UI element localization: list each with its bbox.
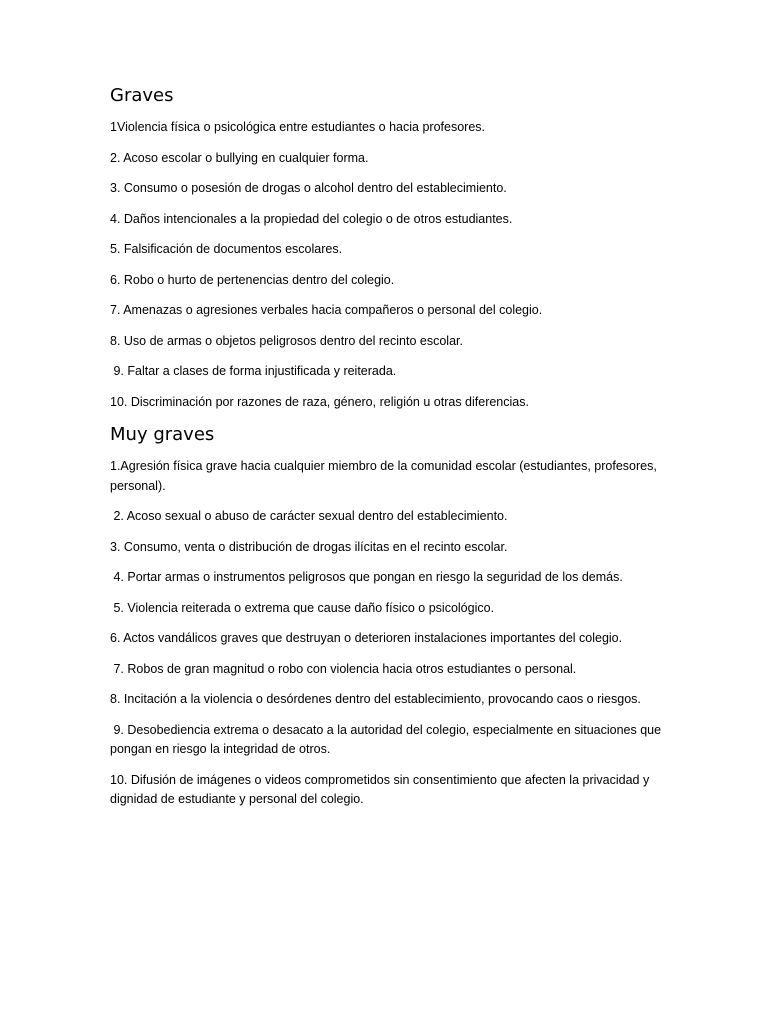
list-item: 4. Daños intencionales a la propiedad del colegio o de otros estudiantes. xyxy=(110,211,513,226)
section-graves xyxy=(110,84,670,412)
list-item: 2. Acoso sexual o abuso de carácter sexual dentro del establecimiento. xyxy=(110,509,508,523)
list-item: 4. Portar armas o instrumentos peligrosos que pongan en riesgo la seguridad de los demás. xyxy=(110,570,623,584)
list-item: 3. Consumo o posesión de drogas o alcohol dentro del establecimiento. xyxy=(110,181,507,195)
document-page xyxy=(110,84,670,821)
list-item: 5. Falsificación de documentos escolares. xyxy=(110,242,343,256)
section-muy-graves xyxy=(110,423,670,810)
list-item: 7. Robos de gran magnitud o robo con violencia hacia otros estudiantes o personal. xyxy=(110,661,577,676)
section-heading: Graves xyxy=(110,85,174,106)
list-item: 8. Incitación a la violencia o desórdenes dentro del establecimiento, provocando caos o riesgos. xyxy=(110,692,641,706)
section-heading: Muy graves xyxy=(110,424,215,445)
list-item: 2. Acoso escolar o bullying en cualquier forma. xyxy=(110,150,369,165)
list-item: 6. Robo o hurto de pertenencias dentro del colegio. xyxy=(110,272,395,287)
list-item: 1Violencia física o psicológica entre estudiantes o hacia profesores. xyxy=(110,120,485,134)
list-item: 7. Amenazas o agresiones verbales hacia compañeros o personal del colegio. xyxy=(110,303,543,317)
list-item: 8. Uso de armas o objetos peligrosos dentro del recinto escolar. xyxy=(110,333,463,348)
list-item: 9. Desobediencia extrema o desacato a la autoridad del colegio, especialmente en situaciones que pongan en riesgo la integridad de otros. xyxy=(110,722,665,756)
list-item: 10. Discriminación por razones de raza, género, religión u otras diferencias. xyxy=(110,394,529,409)
list-item: 1.Agresión física grave hacia cualquier miembro de la comunidad escolar (estudiantes, profesores, personal). xyxy=(110,459,661,493)
list-item: 10. Difusión de imágenes o videos comprometidos sin consentimiento que afecten la privacidad y dignidad de estudiante y personal del colegio. xyxy=(110,772,653,806)
list-item: 3. Consumo, venta o distribución de drogas ilícitas en el recinto escolar. xyxy=(110,539,508,554)
list-item: 6. Actos vandálicos graves que destruyan o deterioren instalaciones importantes del colegio. xyxy=(110,631,623,645)
list-item: 5. Violencia reiterada o extrema que cause daño físico o psicológico. xyxy=(110,600,495,615)
list-item: 9. Faltar a clases de forma injustificada y reiterada. xyxy=(110,364,397,378)
